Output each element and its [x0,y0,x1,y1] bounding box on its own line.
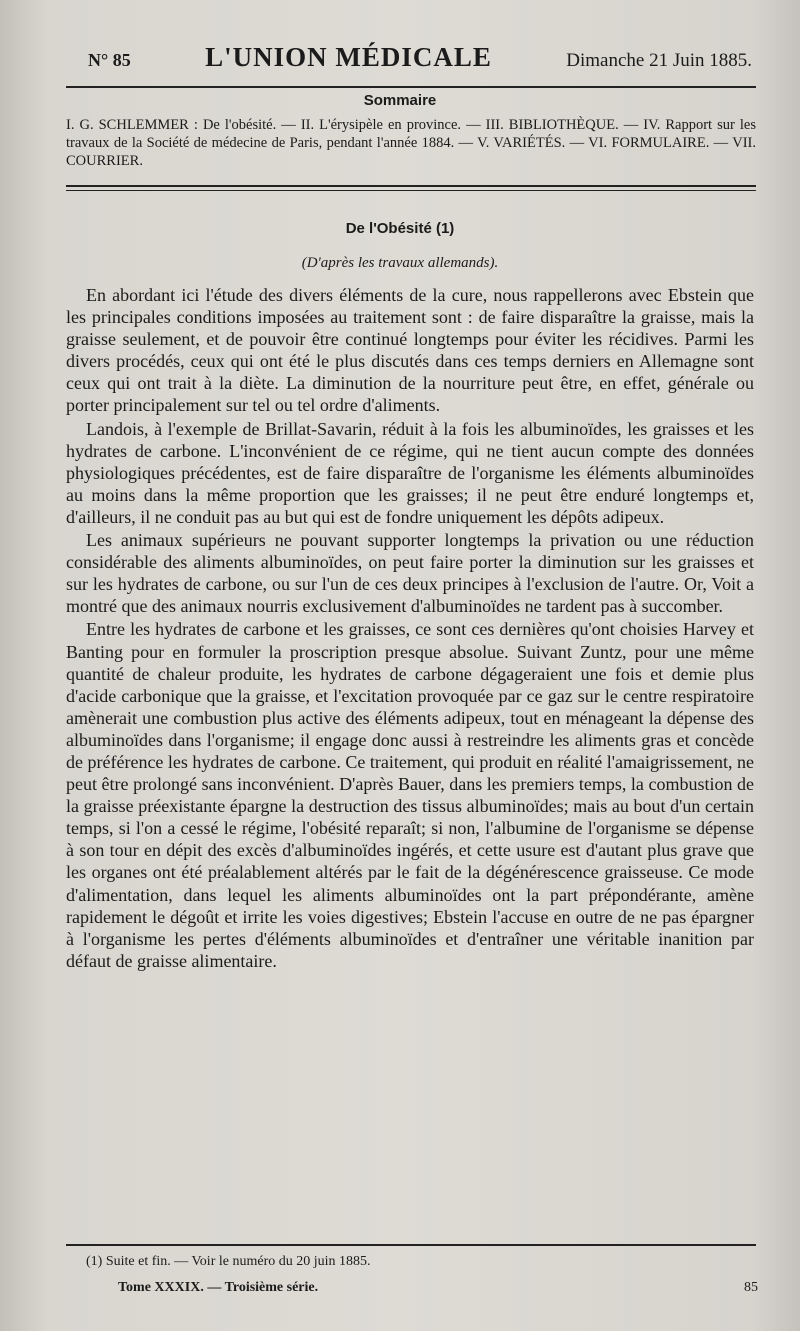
sommaire-rule-bottom [66,190,756,191]
sommaire-title: Sommaire [363,92,437,109]
paragraph: Landois, à l'exemple de Brillat-Savarin, réduit à la fois les albuminoïdes, les graisses et les hydrates de carbone. L'inconvénient de ce régime, qui ne tient aucun compte des données physiologiques précédentes, est de faire disparaître de l'organisme les éléments albuminoïdes au moins dans la même proportion que les graisses; il ne peut être enduré longtemps et, d'ailleurs, il ne conduit pas au but qui est de fondre uniquement les dépôts adipeux. [66,418,754,527]
header-rule [66,86,756,88]
footnote-rule [66,1244,756,1246]
sommaire-rule-top [66,185,756,187]
footnote: (1) Suite et fin. — Voir le numéro du 20 juin 1885. [86,1254,371,1269]
article-subtitle: (D'après les travaux allemands). [301,255,499,271]
journal-title: L'UNION MÉDICALE [205,42,492,72]
article-body [66,284,754,972]
issue-date: Dimanche 21 Juin 1885. [566,50,752,71]
page-footer [118,1280,758,1296]
paragraph: Les animaux supérieurs ne pouvant supporter longtemps la privation ou une réduction considérable des aliments albuminoïdes, on peut faire porter la diminution sur les graisses et sur les hydrates de carbone, ou sur l'un de ces deux principes à l'exclusion de l'autre. Or, Voit a montré que des animaux nourris exclusivement d'albuminoïdes ne tardent pas à succomber. [66,530,754,617]
article-title: De l'Obésité (1) [345,220,455,237]
tome-label: Tome XXXIX. — Troisième série. [118,1280,319,1295]
page-header [88,42,752,82]
paragraph: En abordant ici l'étude des divers éléments de la cure, nous rappellerons avec Ebstein que les principales conditions imposées au traitement sont : de faire disparaître la graisse, mais la graisse seulement, et de pouvoir être continué longtemps pour éviter les récidives. Parmi les divers procédés, ceux qui ont été le plus discutés dans ces temps derniers en Allemagne sont ceux qui ont trait à la diète. La diminution de la nourriture peut être, en effet, générale ou porter principalement sur tel ou tel ordre d'aliments. [66,285,754,416]
sommaire-text: I. G. SCHLEMMER : De l'obésité. — II. L'érysipèle en province. — III. BIBLIOTHÈQUE. — IV. Rapport sur les travaux de la Société de médecine de Paris, pendant l'année 1884. — V. VARIÉTÉS. — VI. FORMULAIRE. — VII. COURRIER. [66,117,756,169]
issue-number: N° 85 [88,50,131,70]
page-number: 85 [744,1280,758,1295]
paragraph: Entre les hydrates de carbone et les graisses, ce sont ces dernières qu'ont choisies Harvey et Banting pour en formuler la proscription presque absolue. Suivant Zuntz, pour une même quantité de chaleur produite, les hydrates de carbone dégageraient une fois et demie plus d'acide carbonique que la graisse, et l'excitation provoquée par ce gaz sur le centre respiratoire amènerait une combustion plus active des éléments adipeux, tout en ménageant la dépense des albuminoïdes dans l'organisme; il engage donc aussi à restreindre les aliments gras et concède de préférence les hydrates de carbone. Ce traitement, qui produit en réalité l'amaigrissement, ne peut être prolongé sans inconvénient. D'après Bauer, dans les premiers temps, la combustion de la graisse préexistante épargne la destruction des tissus albuminoïdes; mais au bout d'un certain temps, si l'on a cessé le régime, l'obésité reparaît; si non, l'albumine de l'organisme se dépense à son tour en dépit des excès d'albuminoïdes ingérés, et cette usure est d'autant plus grave que les organes ont été préalablement altérés par le fait de la dégénérescence graisseuse. Ce mode d'alimentation, dans lequel les aliments albuminoïdes ont la part prépondérante, amène rapidement le dégoût et irrite les voies digestives; Ebstein l'accuse en outre de ne pas épargner à l'organisme les pertes d'éléments albuminoïdes et d'entraîner une véritable inanition par défaut de graisse alimentaire. [66,619,754,971]
